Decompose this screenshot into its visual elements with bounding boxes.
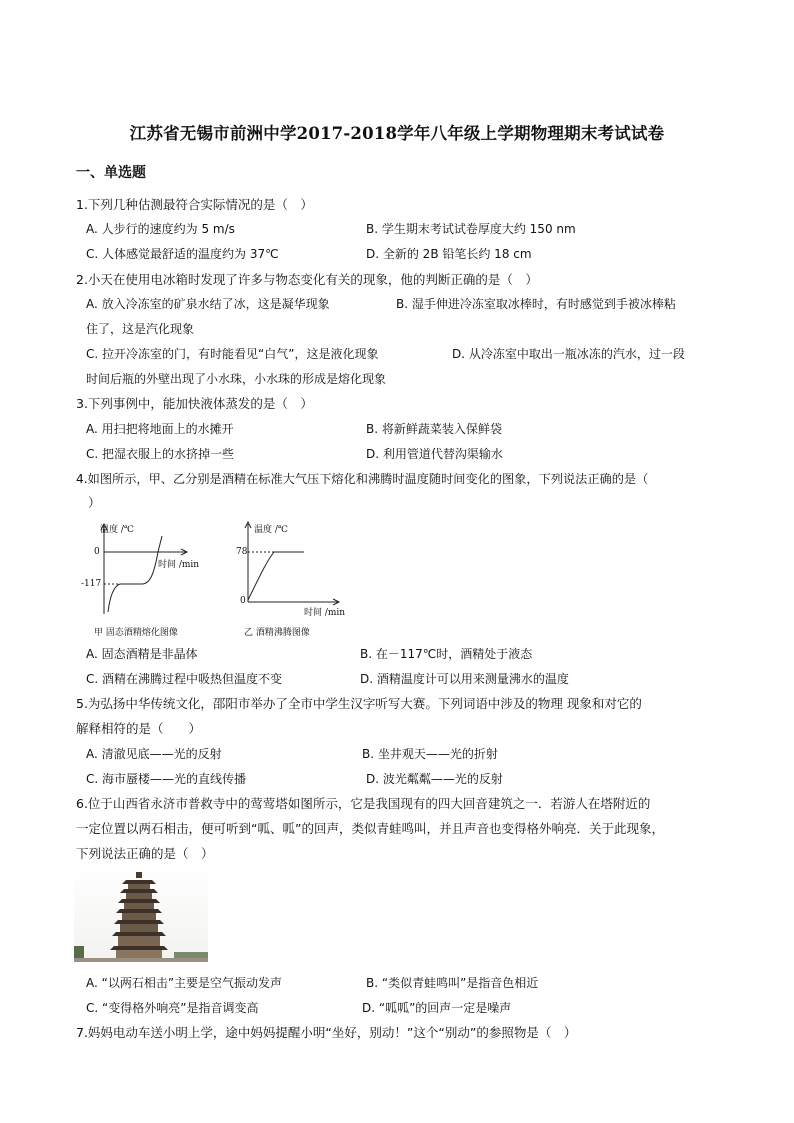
question-1-stem: 1.下列几种估测最符合实际情况的是（ ） bbox=[76, 197, 313, 212]
q6-option-d: D. “呱呱”的回声一定是噪声 bbox=[362, 1001, 512, 1015]
q6-option-b: B. “类似青蛙鸣叫”是指音色相近 bbox=[366, 976, 539, 990]
q5-option-c: C. 海市蜃楼——光的直线传播 bbox=[86, 772, 247, 786]
melting-caption: 甲 固态酒精熔化图像 bbox=[94, 628, 178, 638]
q2-option-b: B. 湿手伸进冷冻室取冰棒时，有时感觉到手被冰棒粘 bbox=[396, 297, 676, 311]
melting-xlabel: 时间 /min bbox=[158, 560, 200, 570]
q2-option-c: C. 拉开冷冻室的门，有时能看见“白气”，这是液化现象 bbox=[86, 347, 379, 361]
q3-option-b: B. 将新鲜蔬菜装入保鲜袋 bbox=[366, 422, 502, 436]
exam-title: 江苏省无锡市前洲中学2017-2018学年八年级上学期物理期末考试试卷 bbox=[129, 124, 665, 143]
question-6-stem: 6.位于山西省永济市普救寺中的莺莺塔如图所示，它是我国现有的四大回音建筑之一．若游人在塔附近的 bbox=[76, 796, 651, 811]
q5-option-b: B. 坐井观天——光的折射 bbox=[362, 747, 498, 761]
q2-option-d-cont: 时间后瓶的外壁出现了小水珠，小水珠的形成是熔化现象 bbox=[86, 372, 387, 386]
boiling-tick-0: 0 bbox=[240, 596, 246, 606]
q2-option-b-cont: 住了，这是汽化现象 bbox=[86, 322, 195, 336]
pagoda-photo bbox=[74, 866, 208, 962]
q2-option-a: A. 放入冷冻室的矿泉水结了冰，这是凝华现象 bbox=[86, 297, 330, 311]
question-5-stem: 5.为弘扬中华传统文化，邵阳市举办了全市中学生汉字听写大赛。下列词语中涉及的物理 现象和对它的 bbox=[76, 696, 642, 711]
q4-option-d: D. 酒精温度计可以用来测量沸水的温度 bbox=[360, 672, 569, 686]
melting-tick-0: 0 bbox=[94, 547, 100, 557]
q4-option-a: A. 固态酒精是非晶体 bbox=[86, 647, 198, 661]
question-7-stem: 7.妈妈电动车送小明上学，途中妈妈提醒小明“坐好，别动！”这个“别动”的参照物是（ ） bbox=[76, 1025, 577, 1040]
question-6-stem-cont: 一定位置以两石相击，便可听到“呱、呱”的回声，类似青蛙鸣叫，并且声音也变得格外响亮．关于此现象， bbox=[76, 821, 664, 836]
q3-option-d: D. 利用管道代替沟渠输水 bbox=[366, 447, 503, 461]
melting-ylabel: 温度 /℃ bbox=[100, 525, 134, 535]
question-4-stem: 4.如图所示，甲、乙分别是酒精在标准大气压下熔化和沸腾时温度随时间变化的图象，下列说法正确的是（ bbox=[76, 472, 649, 486]
q1-option-b: B. 学生期末考试试卷厚度大约 150 nm bbox=[366, 222, 576, 236]
q3-option-c: C. 把湿衣服上的水挤掉一些 bbox=[86, 447, 235, 461]
melting-curve bbox=[108, 536, 162, 612]
question-5-stem-cont: 解释相符的是（ ） bbox=[76, 721, 202, 736]
q3-option-a: A. 用扫把将地面上的水摊开 bbox=[86, 422, 234, 436]
question-4-stem-cont: ） bbox=[88, 495, 101, 510]
boiling-xlabel: 时间 /min bbox=[304, 608, 346, 618]
question-3-stem: 3.下列事例中，能加快液体蒸发的是（ ） bbox=[76, 396, 313, 411]
melting-tick-117: -117 bbox=[81, 579, 102, 589]
q2-option-d: D. 从冷冻室中取出一瓶冰冻的汽水，过一段 bbox=[452, 347, 685, 361]
q5-option-d: D. 波光粼粼——光的反射 bbox=[366, 772, 503, 786]
boiling-tick-78: 78 bbox=[236, 547, 248, 557]
question-2-stem: 2.小天在使用电冰箱时发现了许多与物态变化有关的现象，他的判断正确的是（ ） bbox=[76, 272, 538, 287]
q4-option-b: B. 在－117℃时，酒精处于液态 bbox=[360, 647, 533, 661]
q4-option-c: C. 酒精在沸腾过程中吸热但温度不变 bbox=[86, 672, 283, 686]
question-6-stem-cont2: 下列说法正确的是（ ） bbox=[76, 846, 214, 861]
q5-option-a: A. 清澈见底——光的反射 bbox=[86, 747, 222, 761]
boiling-ylabel: 温度 /℃ bbox=[254, 525, 288, 535]
q6-option-a: A. “以两石相击”主要是空气振动发声 bbox=[86, 976, 283, 990]
boiling-curve bbox=[248, 552, 304, 600]
boiling-caption: 乙 酒精沸腾图像 bbox=[244, 628, 310, 638]
section-heading: 一、单选题 bbox=[76, 165, 146, 181]
q6-option-c: C. “变得格外响亮”是指音调变高 bbox=[86, 1001, 259, 1015]
q1-option-a: A. 人步行的速度约为 5 m/s bbox=[86, 222, 235, 236]
q1-option-d: D. 全新的 2B 铅笔长约 18 cm bbox=[366, 247, 532, 261]
melting-graph bbox=[74, 514, 194, 626]
q1-option-c: C. 人体感觉最舒适的温度约为 37℃ bbox=[86, 247, 279, 261]
